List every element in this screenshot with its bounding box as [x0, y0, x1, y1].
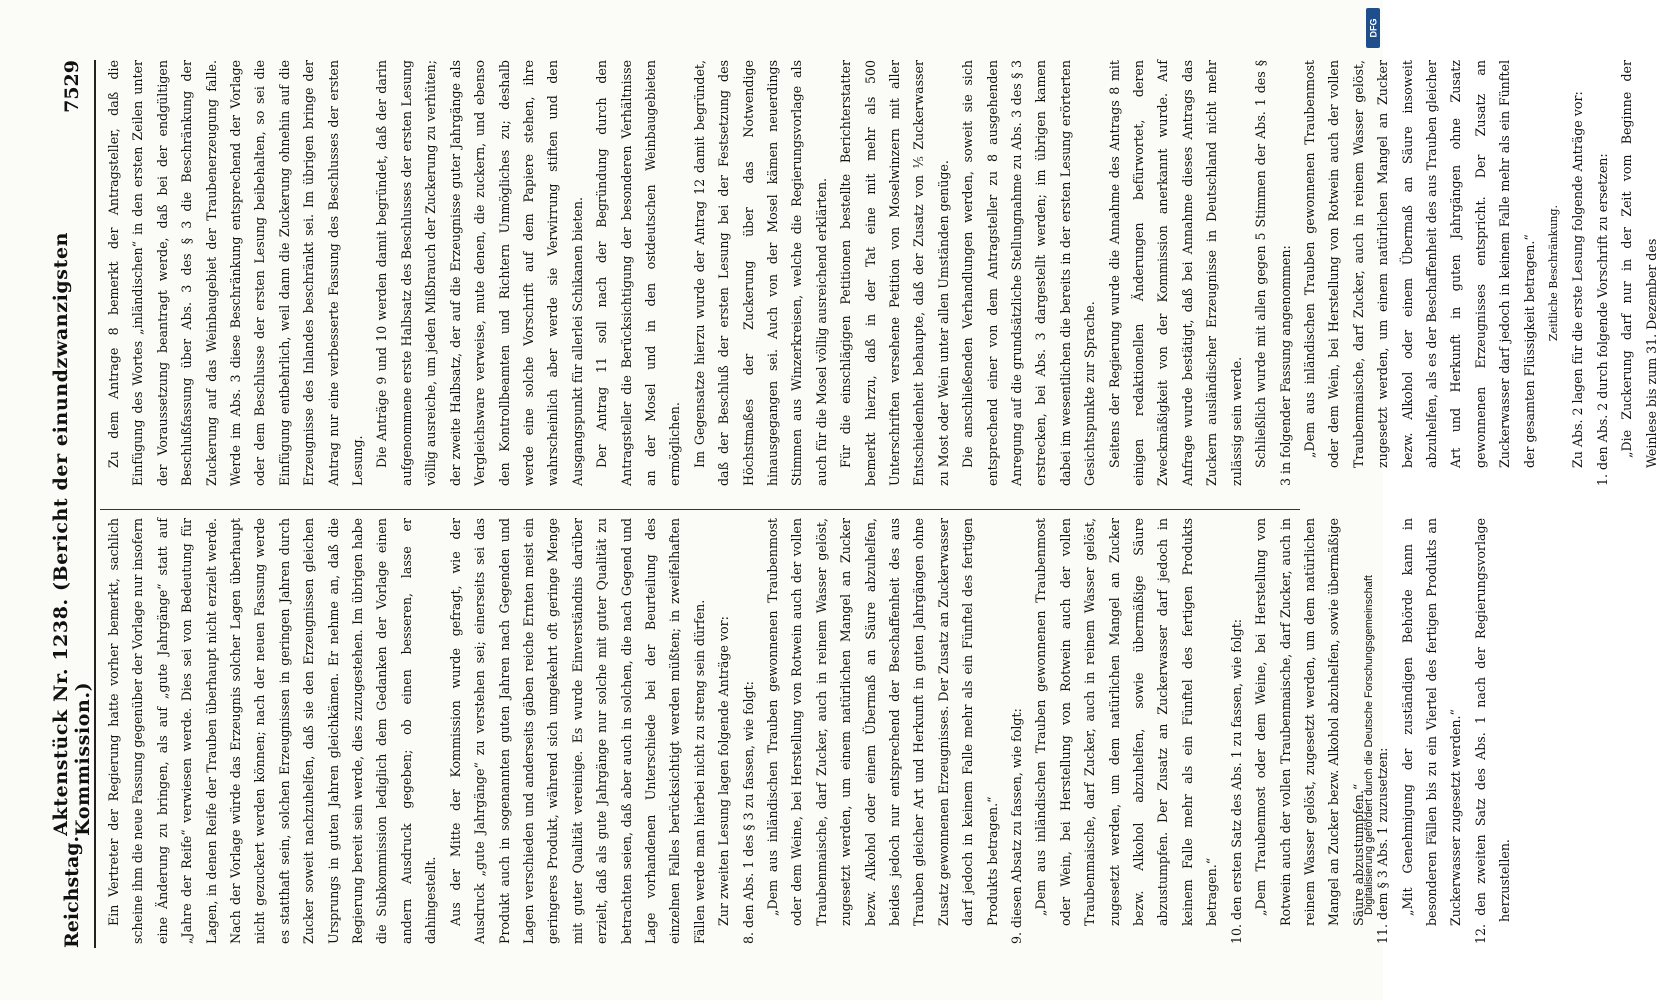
right-column-para-5: Die anschließenden Verhandlungen werden, soweit sie sich entsprechend einer von dem Antragsteller zu 8 ausgehenden Anregung auf die grundsätzliche Stellungnahme zu Abs. 3 des § 3 erstrecken, bei Abs. 3 dargestellt werden; im übrigen kamen dabei im wesentlichen die bereits in der ersten Lesung erörterten Gesichtspunkte zur Sprache. [960, 60, 1098, 486]
header-left: Reichstag. [61, 835, 83, 948]
page-number: 7529 [61, 60, 83, 113]
left-column-quote-8: „Dem Traubenmost oder dem Weine, bei Herstellung von Rotwein auch der vollen Traubenmaische, darf Zucker, auch in reinem Wasser gelöst, zugesetzt werden, um dem natürlichen Mangel an Zucker bezw. Alkohol abzuhelfen, sowie übermäßige Säure abzustumpfen.“ [1253, 518, 1366, 926]
left-column-num-9: 11. dem § 3 Abs. 1 zuzusetzen: [1375, 747, 1391, 944]
right-column-para-7: Schließlich wurde mit allen gegen 5 Stimmen der Abs. 1 des § 3 in folgender Fassung angenommen: [1253, 60, 1293, 486]
digitisation-note [1363, 10, 1379, 990]
right-column-para-10: Zu Abs. 2 lagen für die erste Lesung folgende Anträge vor: [1570, 91, 1586, 468]
right-column-para-1: Die Anträge 9 und 10 werden damit begründet, daß der darin aufgenommene erste Halbsatz des Beschlusses der ersten Lesung völlig ausreiche, um jeden Mißbrauch der Zuckerung zu verhüten; der zweite Halbsatz, der auf die Erzeugnisse guter Jahrgänge als Vergleichsware verweise, mute denen, die zuckern, und ebenso den Kontrollbeamten und Richtern Unmögliches zu; deshalb werde eine solche Vorschrift auf dem Papiere stehen, ihre wahrscheinlich aber werde sie Verwirrung stiften und den Ausgangspunkt für allerlei Schikanen bieten. [374, 60, 585, 486]
digitisation-note-text: Digitalisierung gefördert durch die Deutsche Forschungsgemeinschaft [1363, 575, 1375, 915]
left-column-num-3: 8. den Abs. 1 des § 3 zu fassen, wie folgt: [740, 681, 756, 944]
column-divider [100, 509, 1300, 510]
left-column-num-5: 9. diesen Absatz zu fassen, wie folgt: [1009, 708, 1025, 944]
right-column-quote-12: „Die Zuckerung darf nur in der Zeit vom Beginne der Weinlese bis zum 31. Dezember des [1619, 60, 1659, 468]
left-column-num-11: 12. den zweiten Satz des Abs. 1 nach der Regierungsvorlage herzustellen. [1472, 518, 1513, 944]
page-header [50, 60, 94, 948]
left-column-para-1: Aus der Mitte der Kommission wurde gefragt, wie der Ausdruck „gute Jahrgänge“ zu verstehen sei; einerseits sei das Produkt auch in sogenannten guten Jahren nach Gegenden und Lagen verschieden und anderseits gäben reiche Ernten meist ein geringeres Produkt, während sich umgekehrt oft geringe Menge mit guter Qualität vereinige. Es wurde Einverständnis darüber erzielt, daß als gute Jahrgänge nur solche mit guter Qualität zu betrachten seien, daß aber auch in solchen, die nach Gegend und Lage vorhandenen Unterschiede bei der Beurteilung des einzelnen Falles berücksichtigt werden müßten; in zweifelhaften Fällen werde man hierbei nicht zu streng sein dürfen. [447, 518, 707, 944]
right-column-quote-8: „Dem aus inländischen Trauben gewonnenen Traubenmost oder dem Wein, bei Herstellung von Rotwein auch der vollen Traubenmaische, darf Zucker, auch in reinem Wasser gelöst, zugesetzt werden, um einem natürlichen Mangel an Zucker bezw. Alkohol oder einem Übermaß an Säure insoweit abzuhelfen, als es der Beschaffenheit des aus Trauben gleicher Art und Herkunft in guten Jahrgängen ohne Zusatz gewonnenen Erzeugnisses entspricht. Der Zusatz an Zuckerwasser darf jedoch in keinem Falle mehr als ein Fünftel der gesamten Flüssigkeit betragen.“ [1301, 60, 1537, 468]
left-column-quote-4: „Dem aus inländischen Trauben gewonnenen Traubenmost oder dem Weine, bei Herstellung von Rotwein auch der vollen Traubenmaische, darf Zucker, auch in reinem Wasser gelöst, zugesetzt werden, um einem natürlichen Mangel an Zucker bezw. Alkohol oder einem Übermaß an Säure abzuhelfen, beides jedoch nur entsprechend der Beschaffenheit des aus Trauben gleicher Art und Herkunft in guten Jahrgängen ohne Zusatz gewonnenen Erzeugnisses. Der Zusatz an Zuckerwasser darf jedoch in keinem Falle mehr als ein Fünftel des fertigen Produkts betragen.“ [764, 518, 1000, 926]
right-column-para-6: Seitens der Regierung wurde die Annahme des Antrags 8 mit einigen redaktionellen Änderungen befürwortet, deren Zweckmäßigkeit von der Kommission anerkannt wurde. Auf Anfrage wurde bestätigt, daß bei Annahme dieses Antrags das Zuckern ausländischer Erzeugnisse in Deutschland nicht mehr zulässig sein werde. [1106, 60, 1244, 486]
left-column-quote-6: „Dem aus inländischen Trauben gewonnenen Traubenmost oder Wein, bei Herstellung von Rotwein auch der vollen Traubenmaische, darf Zucker, auch in reinem Wasser gelöst, zugesetzt werden, um dem natürlichen Mangel an Zucker bezw. Alkohol abzuhelfen, sowie übermäßige Säure abzustumpfen. Der Zusatz an Zuckerwasser darf jedoch in keinem Falle mehr als ein Fünftel des fertigen Produkts betragen.“ [1033, 518, 1220, 926]
left-column-num-7: 10. den ersten Satz des Abs. 1 zu fassen, wie folgt: [1228, 619, 1244, 944]
left-column-para-0: Ein Vertreter der Regierung hatte vorher bemerkt, sachlich scheine ihm die neue Fassung gegenüber der Vorlage nur insofern eine Änderung zu bringen, als auf „gute Jahrgänge“ statt auf „Jahre der Reife“ verwiesen werde. Dies sei von Bedeutung für Lagen, in denen Reife der Trauben überhaupt nicht erzielt werde. Nach der Vorlage würde das Erzeugnis solcher Lagen überhaupt nicht gezuckert werden können; nach der neuen Fassung werde es statthaft sein, solchen Erzeugnissen in geringen Jahren durch Zucker soweit nachzuhelfen, daß sie den Erzeugnissen gleichen Ursprungs in guten Jahren gleichkämen. Er nehme an, daß die Regierung bereit sein werde, dies zuzugestehen. Im übrigen habe die Subkommission lediglich dem Gedanken der Vorlage einen andern Ausdruck gegeben; ob einen besseren, lasse er dahingestellt. [106, 518, 439, 944]
right-column-para-3: Im Gegensatze hierzu wurde der Antrag 12 damit begründet, daß der Beschluß der ersten Lesung bei der Festsetzung des Höchstmaßes der Zuckerung über das Notwendige hinausgegangen sei. Auch von der Mosel kämen neuerdings Stimmen aus Winzerkreisen, welche die Regierungsvorlage als auch für die Mosel völlig ausreichend erklärten. [691, 60, 829, 486]
right-column-para-0: Zu dem Antrage 8 bemerkt der Antragsteller, daß die Einfügung des Wortes „inländischen“ in den ersten Zeilen unter der Voraussetzung beantragt werde, daß bei der endgültigen Beschlußfassung über Abs. 3 des § 3 die Beschränkung der Zuckerung auf das Weinbaugebiet der Traubenerzeugung falle. Werde im Abs. 3 diese Beschränkung entsprechend der Vorlage oder dem Beschlusse der ersten Lesung beibehalten, so sei die Einfügung entbehrlich, weil dann die Zuckerung ohnehin auf die Erzeugnisse des Inlandes beschränkt sei. Im übrigen bringe der Antrag nur eine verbesserte Fassung des Beschlusses der ersten Lesung. [106, 60, 366, 486]
header-title: Aktenstück Nr. 1238. (Bericht der einundzwanzigsten Kommission.) [50, 231, 94, 836]
right-column [102, 60, 1659, 486]
right-column-para-4: Für die einschlägigen Petitionen bestellte Berichterstatter bemerkt hierzu, daß in der Tat eine mit mehr als 500 Unterschriften versehene Petition von Moselwinzern mit aller Entschiedenheit behaupte, daß der Zusatz von ⅕ Zuckerwasser zu Most oder Wein unter allen Umständen genüge. [838, 60, 951, 486]
header-rule [94, 60, 96, 948]
left-column-para-2: Zur zweiten Lesung lagen folgende Anträge vor: [716, 616, 732, 926]
left-column-quote-10: „Mit Genehmigung der zuständigen Behörde kann in besonderen Fällen bis zu ein Viertel des fertigen Produkts an Zuckerwasser zugesetzt werden.“ [1399, 518, 1464, 926]
right-column-para-2: Der Antrag 11 soll nach der Begründung durch den Antragsteller die Berücksichtigung der besonderen Verhältnisse an der Mosel und in den ostdeutschen Weinbaugebieten ermöglichen. [594, 60, 683, 486]
dfg-logo: DFG [1366, 8, 1380, 48]
right-column-center-9: Zeitliche Beschränkung. [1546, 204, 1560, 342]
right-column-num-11: 1. den Abs. 2 durch folgende Vorschrift zu ersetzen: [1594, 153, 1610, 486]
